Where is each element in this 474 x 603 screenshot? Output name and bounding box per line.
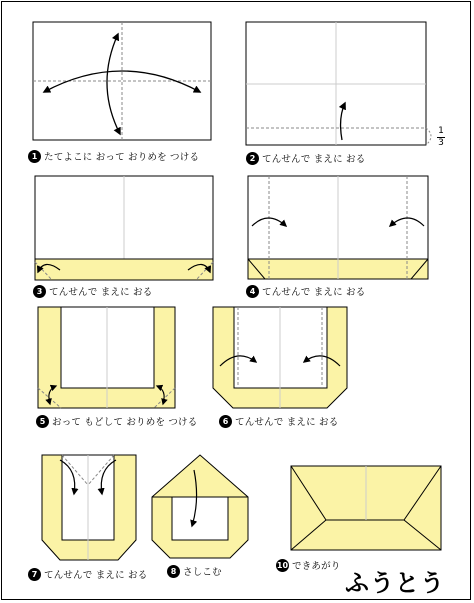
step7-diagram [42, 455, 136, 560]
step10-text: できあがり [292, 561, 341, 572]
fraction-numerator: 1 [438, 126, 444, 136]
step7-caption [28, 566, 147, 582]
step5-text: おって もどして おりめを つける [52, 417, 198, 428]
step1-number: 1 [28, 150, 41, 163]
step3-text: てんせんで まえに おる [49, 287, 153, 298]
step1-caption [28, 148, 199, 164]
step6-number: 6 [219, 415, 232, 428]
step10-diagram [291, 466, 441, 550]
step3-diagram [35, 176, 213, 280]
step6-diagram [213, 307, 347, 408]
step7-number: 7 [28, 568, 41, 581]
step5-number: 5 [36, 415, 49, 428]
step4-caption [246, 283, 365, 299]
step10-caption [276, 557, 341, 573]
step2-number: 2 [246, 152, 259, 165]
step8-number: 8 [167, 565, 180, 578]
fraction-denominator: 3 [438, 138, 444, 148]
fraction-label [437, 126, 445, 148]
step5-caption [36, 413, 197, 429]
step1-diagram [33, 22, 211, 140]
step7-text: てんせんで まえに おる [44, 570, 148, 581]
step1-text: たてよこに おって おりめを つける [44, 152, 200, 163]
step8-text: さしこむ [183, 567, 222, 578]
step6-caption [219, 413, 338, 429]
step6-text: てんせんで まえに おる [235, 417, 339, 428]
step2-caption [246, 150, 365, 166]
step4-number: 4 [246, 285, 259, 298]
step5-diagram [38, 307, 175, 408]
step4-diagram [248, 176, 428, 279]
step3-caption [33, 283, 152, 299]
step4-text: てんせんで まえに おる [262, 287, 366, 298]
page-title: ふうとう [345, 569, 445, 597]
step2-text: てんせんで まえに おる [262, 154, 366, 165]
step8-diagram [152, 455, 248, 558]
step10-number: 10 [276, 560, 289, 570]
step8-caption [167, 563, 222, 579]
step3-number: 3 [33, 285, 46, 298]
step2-diagram [246, 22, 431, 145]
